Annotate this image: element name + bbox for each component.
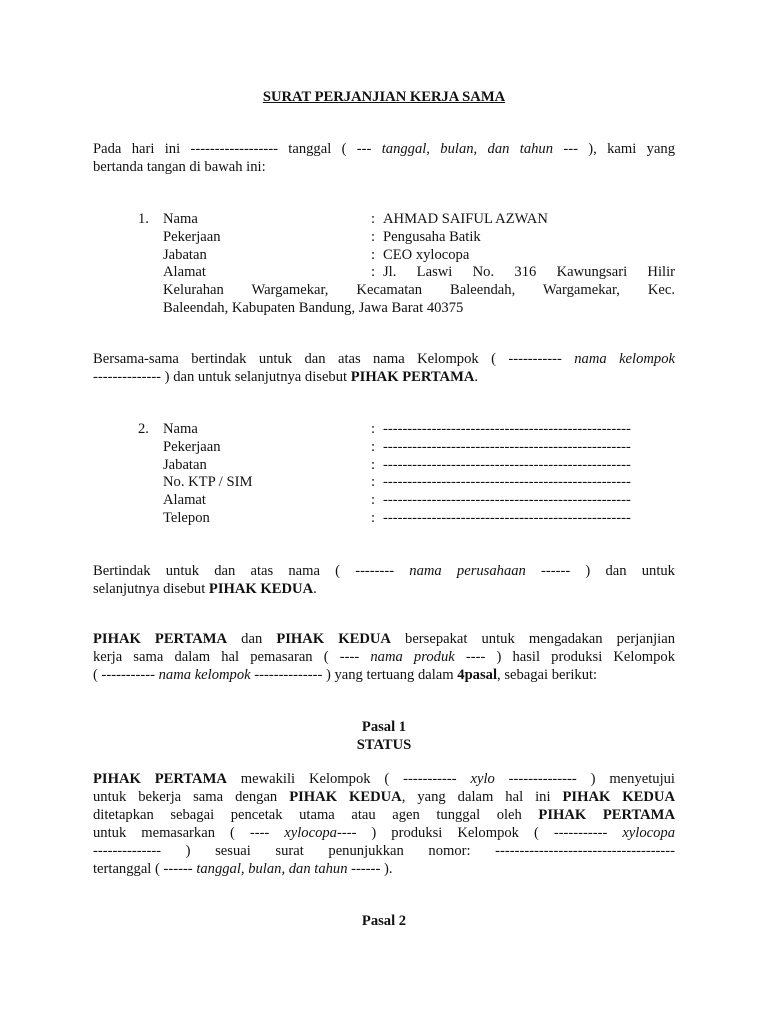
party-1-details [138,210,675,317]
pasal-1-line-6: tertanggal ( ------ tanggal, bulan, dan tahun ------ ). [93,861,393,877]
field-value: AHMAD SAIFUL AZWAN [383,211,548,227]
party-2-row-occupation [138,438,675,456]
field-colon: : [371,246,376,263]
field-value-blank: --------------------------------------------------- [383,456,631,473]
field-value-blank: --------------------------------------------------- [383,438,631,455]
agreement-line-1: PIHAK PERTAMA dan PIHAK KEDUA bersepakat untuk mengadakan perjanjian [93,631,675,647]
party-2-row-phone [138,509,675,527]
field-label: Telepon [163,509,210,526]
field-colon: : [371,211,376,227]
field-value-blank: --------------------------------------------------- [383,509,631,526]
party-1-row-address [138,263,675,281]
intro-line-1: Pada hari ini ------------------ tanggal ( --- tanggal, bulan, dan tahun --- ), kami yang [93,141,676,157]
pasal-1-subheading: STATUS [356,737,412,753]
party-2-row-address [138,491,675,509]
field-colon: : [371,474,376,491]
agreement-line-2: kerja sama dalam hal pemasaran ( ---- nama produk ---- ) hasil produksi Kelompok [93,649,676,665]
address-line-2: Kelurahan Wargamekar, Kecamatan Baleendah, Wargamekar, Kec. [163,282,675,299]
field-value: Pengusaha Batik [383,228,481,245]
field-value-blank: --------------------------------------------------- [383,474,631,491]
field-label: Nama [163,421,198,437]
party-2-row-position [138,456,675,474]
party-1-row-occupation [138,228,675,246]
party-1-row-position [138,246,675,264]
party-2-row-id [138,473,675,491]
field-label: Pekerjaan [163,438,221,455]
party-1-designation-paragraph [93,350,675,386]
party-1-address-continued [138,281,675,317]
field-value: Jl. Laswi No. 316 Kawungsari Hilir [383,264,675,281]
field-label: Alamat [163,264,206,281]
field-label: Jabatan [163,456,207,473]
document-title: SURAT PERJANJIAN KERJA SAMA [262,89,506,105]
field-colon: : [371,438,376,455]
field-label: Jabatan [163,246,207,263]
field-colon: : [371,228,376,245]
designation-line-1: Bersama-sama bertindak untuk dan atas nama Kelompok ( ----------- nama kelompok [93,351,675,367]
field-label: No. KTP / SIM [163,474,253,491]
acting-line-1: Bertindak untuk dan atas nama ( -------- nama perusahaan ------ ) dan untuk [93,563,675,579]
pasal-1-line-1: PIHAK PERTAMA mewakili Kelompok ( ----------- xylo -------------- ) menyetujui [93,771,675,787]
field-label: Alamat [163,492,206,509]
pasal-1-line-3: ditetapkan sebagai pencetak utama atau agen tunggal oleh PIHAK PERTAMA [93,807,675,823]
intro-line-2: bertanda tangan di bawah ini: [93,159,266,175]
acting-line-2: selanjutnya disebut PIHAK KEDUA. [93,581,317,597]
pasal-2-heading: Pasal 2 [361,913,407,929]
agreement-line-3: ( ----------- nama kelompok -------------- ) yang tertuang dalam 4pasal, sebagai berikut: [93,667,598,683]
party-2-designation-paragraph [93,562,675,598]
field-colon: : [371,456,376,473]
pasal-1-line-4: untuk memasarkan ( ---- xylocopa---- ) produksi Kelompok ( ----------- xylocopa [93,825,675,841]
designation-line-2: -------------- ) dan untuk selanjutnya disebut PIHAK PERTAMA. [93,369,479,385]
party-2-row-name [138,420,675,438]
pasal-1-heading: Pasal 1 [361,719,407,735]
field-colon: : [371,509,376,526]
field-colon: : [371,264,376,281]
field-colon: : [371,492,376,509]
pasal-1-paragraph [93,770,675,878]
field-value-blank: --------------------------------------------------- [383,492,631,509]
pasal-1-line-5: -------------- ) sesuai surat penunjukkan nomor: ------------------------------------- [93,843,675,859]
field-label: Pekerjaan [163,228,221,245]
field-value: CEO xylocopa [383,246,470,263]
party-1-row-name [138,210,675,228]
party-1-number: 1. [138,211,149,227]
agreement-paragraph [93,630,675,684]
intro-paragraph [93,140,675,176]
party-2-number: 2. [138,421,149,437]
field-label: Nama [163,211,198,227]
party-2-details [138,420,675,527]
field-value-blank: --------------------------------------------------- [383,421,631,437]
pasal-1-line-2: untuk bekerja sama dengan PIHAK KEDUA, yang dalam hal ini PIHAK KEDUA [93,789,676,805]
address-line-3: Baleendah, Kabupaten Bandung, Jawa Barat 40375 [163,300,464,317]
field-colon: : [371,421,376,437]
